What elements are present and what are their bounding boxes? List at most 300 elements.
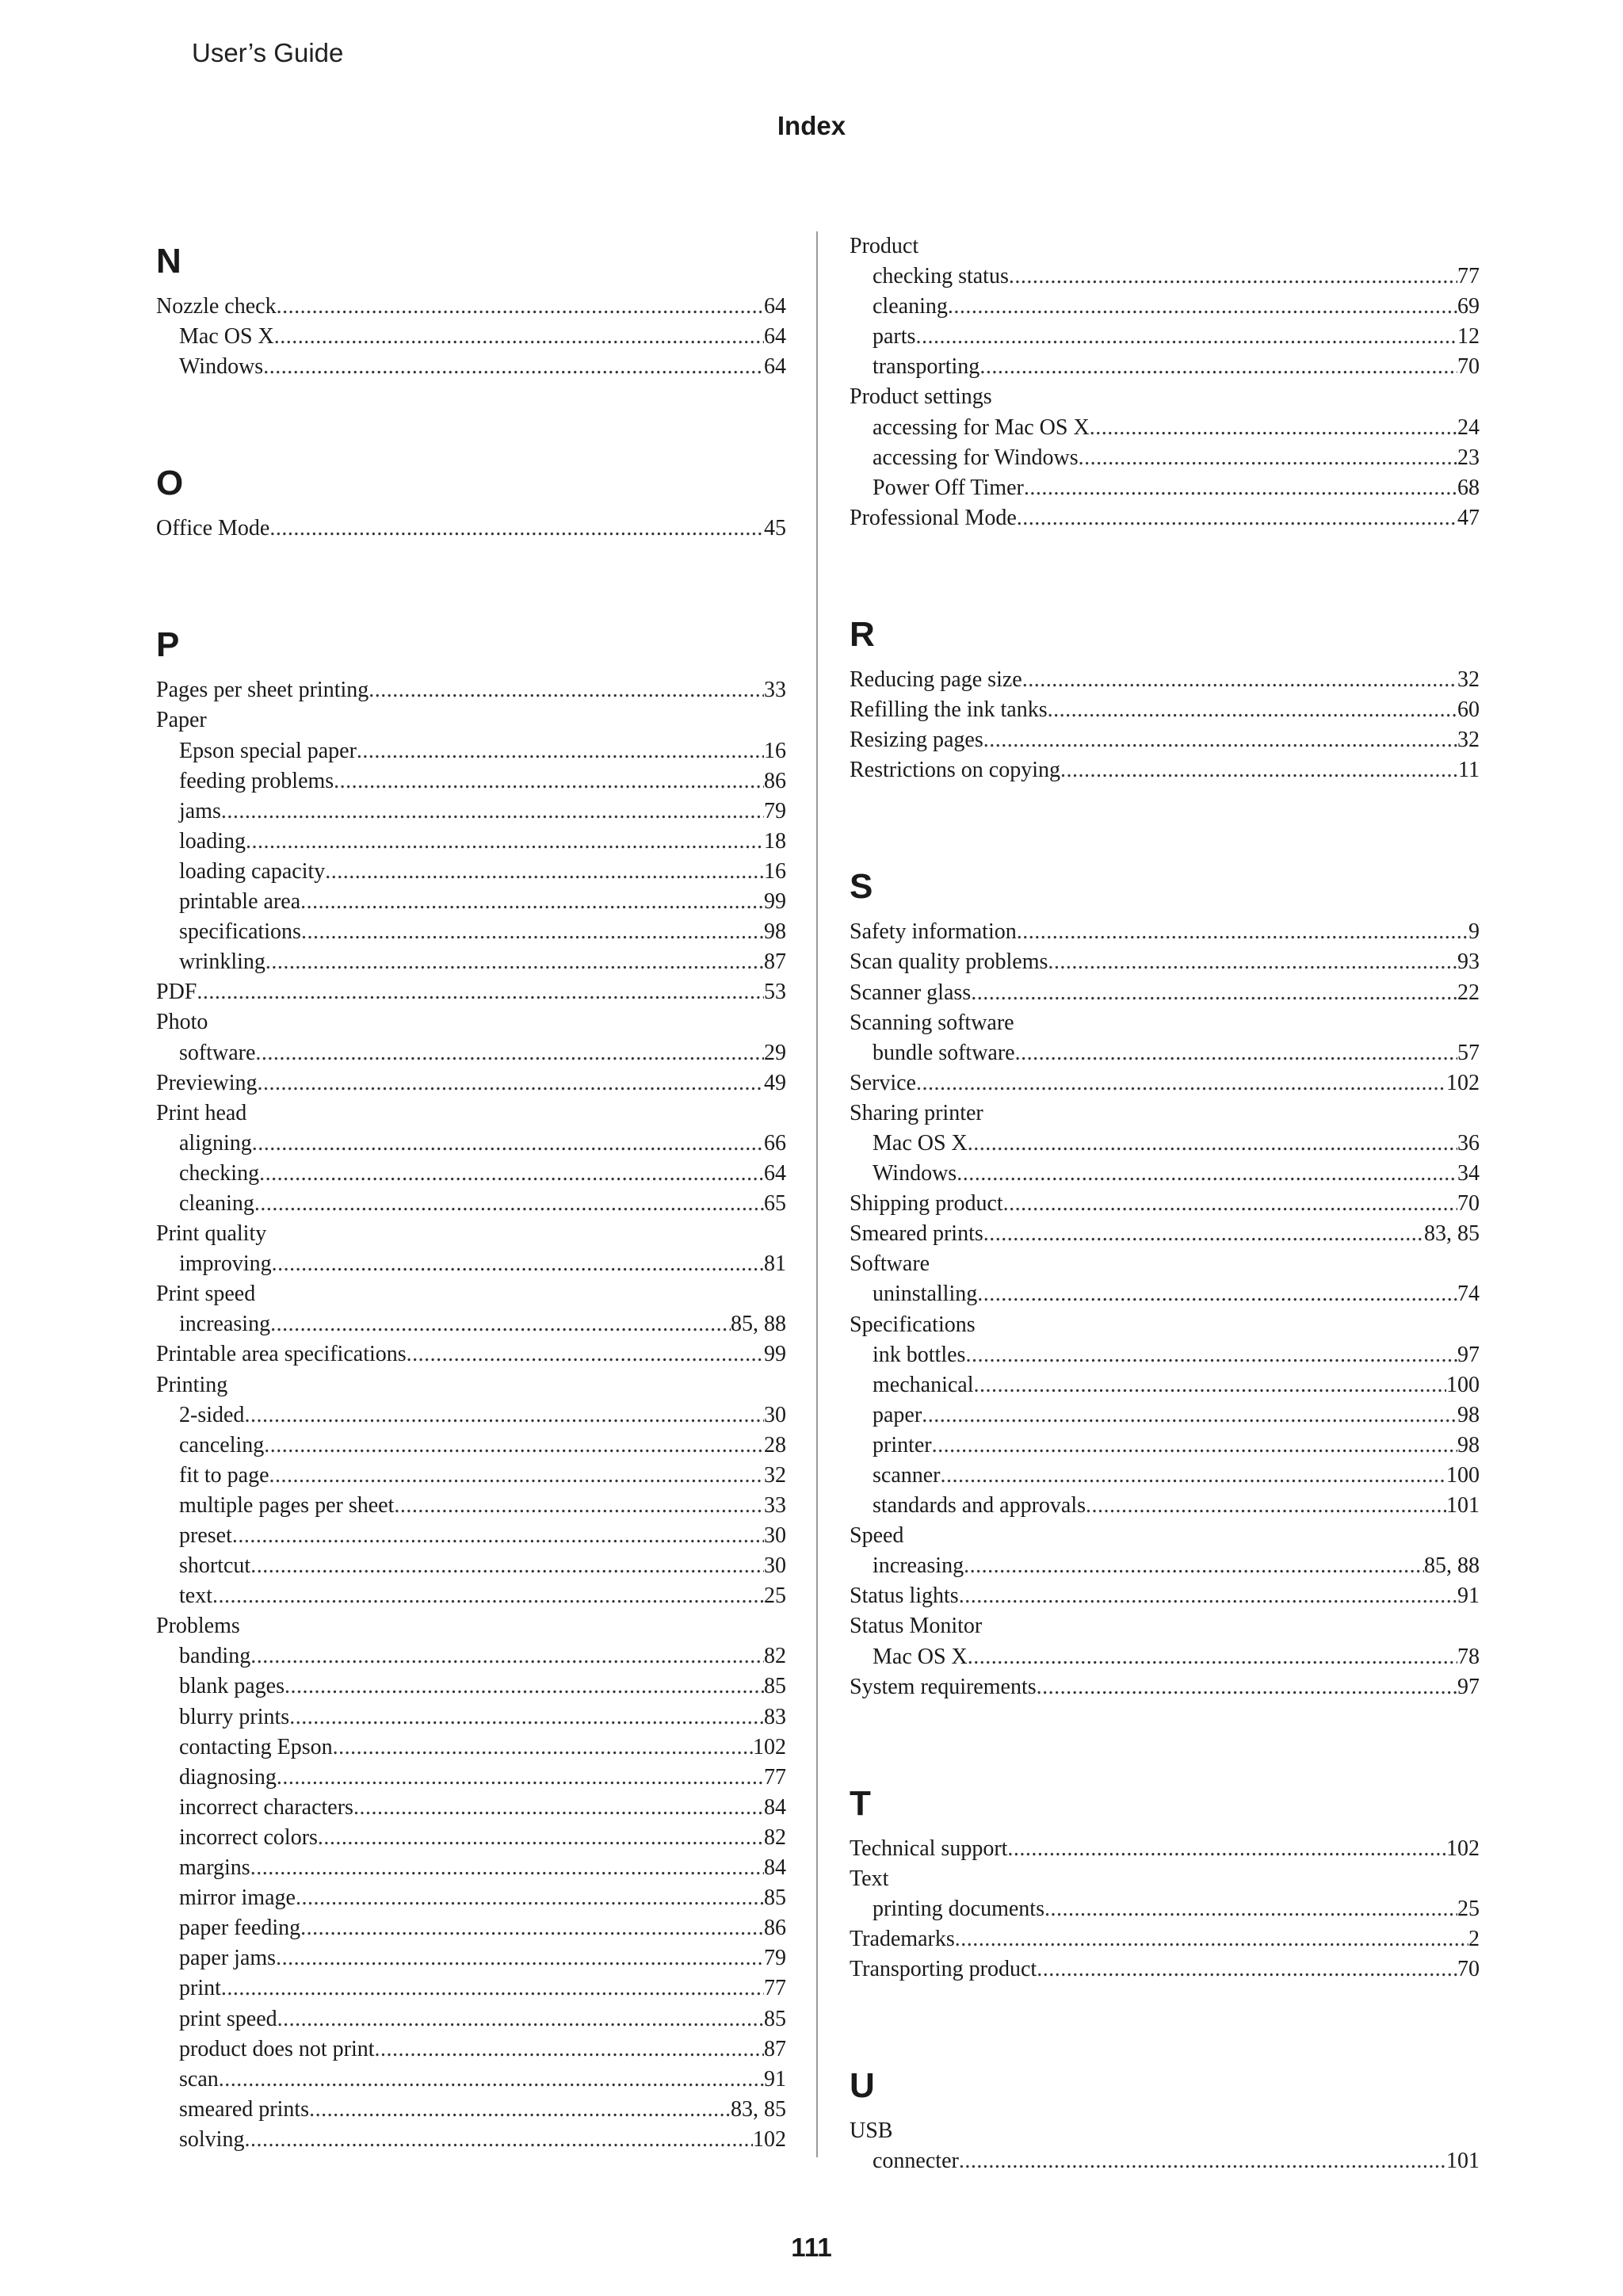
index-term: specifications	[179, 919, 301, 945]
index-subentry	[850, 1491, 1480, 1521]
index-subentry	[156, 1793, 786, 1823]
index-page-ref: 70	[1457, 1957, 1480, 1982]
index-page-ref: 49	[764, 1070, 786, 1095]
index-term: Service	[850, 1070, 916, 1095]
index-term: Smeared prints	[850, 1221, 983, 1247]
index-page-ref: 18	[764, 828, 786, 854]
index-term: mirror image	[179, 1885, 296, 1911]
index-subentry	[156, 1913, 786, 1943]
index-term: paper jams	[179, 1946, 277, 1971]
index-term: blank pages	[179, 1674, 285, 1699]
index-term: software	[179, 1040, 256, 1065]
index-term: Paper	[156, 708, 207, 733]
index-term: Status lights	[850, 1584, 959, 1609]
index-term: banding	[179, 1644, 251, 1669]
index-subentry	[850, 473, 1480, 503]
index-page-ref: 34	[1457, 1161, 1480, 1186]
index-term: Product settings	[850, 384, 992, 410]
dot-leader	[407, 1339, 764, 1370]
index-entry	[156, 1339, 786, 1370]
index-term: transporting	[873, 354, 980, 380]
index-letter-heading: P	[156, 625, 180, 665]
index-subentry	[156, 1671, 786, 1702]
index-subentry	[156, 1581, 786, 1611]
index-page-ref: 91	[764, 2066, 786, 2092]
index-entry	[850, 1068, 1480, 1098]
index-subentry	[156, 2034, 786, 2065]
dot-leader	[263, 352, 764, 382]
dot-leader	[968, 1129, 1457, 1159]
index-subentry	[850, 413, 1480, 443]
index-term: System requirements	[850, 1674, 1037, 1699]
index-term: Nozzle check	[156, 294, 277, 319]
index-page-ref: 101	[1446, 2149, 1480, 2174]
index-subentry	[850, 1340, 1480, 1370]
index-entry	[156, 292, 786, 322]
index-page-ref: 85	[764, 2006, 786, 2031]
dot-leader	[1017, 917, 1468, 947]
index-page-ref: 70	[1457, 354, 1480, 380]
index-entry	[850, 978, 1480, 1008]
index-subentry	[850, 1642, 1480, 1672]
index-term: mechanical	[873, 1372, 974, 1397]
index-subentry	[156, 1973, 786, 2004]
dot-leader	[1003, 1189, 1457, 1219]
index-term: wrinkling	[179, 949, 265, 975]
dot-leader	[221, 1973, 764, 2004]
index-page-ref: 78	[1457, 1644, 1480, 1669]
index-subentry	[850, 1894, 1480, 1924]
index-term: Office Mode	[156, 516, 270, 541]
index-term: bundle software	[873, 1040, 1015, 1065]
dot-leader	[1060, 755, 1458, 785]
index-entry	[850, 382, 1480, 412]
dot-leader	[272, 1249, 764, 1279]
index-page-ref: 102	[753, 1734, 786, 1759]
index-term: aligning	[179, 1130, 252, 1156]
dot-leader	[959, 1581, 1457, 1611]
index-entry	[850, 1581, 1480, 1611]
index-page-ref: 85, 88	[731, 1312, 786, 1337]
index-term: cleaning	[179, 1190, 254, 1216]
index-term: incorrect characters	[179, 1794, 353, 1820]
index-subentry	[156, 1733, 786, 1763]
index-letter-heading: N	[156, 242, 181, 281]
index-page-ref: 85	[764, 1674, 786, 1699]
index-term: Problems	[156, 1614, 240, 1639]
dot-leader	[1090, 413, 1457, 443]
index-subentry	[156, 797, 786, 827]
dot-leader	[250, 1551, 764, 1581]
index-term: Windows	[873, 1161, 957, 1186]
index-page-ref: 68	[1457, 475, 1480, 500]
index-term: Scanner glass	[850, 980, 972, 1005]
document-title: User’s Guide	[192, 38, 344, 67]
index-term: jams	[179, 798, 221, 823]
dot-leader	[274, 322, 764, 352]
dot-leader	[941, 1461, 1446, 1491]
dot-leader	[965, 1340, 1457, 1370]
index-letter-heading: T	[850, 1783, 871, 1823]
index-page-ref: 29	[764, 1040, 786, 1065]
index-page-ref: 97	[1457, 1674, 1480, 1699]
index-page-ref: 30	[764, 1553, 786, 1579]
dot-leader	[309, 2095, 731, 2125]
dot-leader	[1022, 665, 1457, 695]
dot-leader	[957, 1159, 1457, 1189]
index-page-ref: 24	[1457, 415, 1480, 440]
index-page-ref: 32	[1457, 667, 1480, 692]
index-term: diagnosing	[179, 1764, 277, 1790]
dot-leader	[277, 2004, 764, 2034]
index-page-ref: 65	[764, 1190, 786, 1216]
index-term: Resizing pages	[850, 728, 983, 753]
index-subentry	[850, 1370, 1480, 1400]
dot-leader	[1037, 1954, 1457, 1985]
index-page-ref: 98	[1457, 1432, 1480, 1457]
index-subentry	[156, 1431, 786, 1461]
index-term: checking status	[873, 264, 1009, 289]
index-term: accessing for Mac OS X	[873, 415, 1090, 440]
dot-leader	[334, 766, 764, 797]
index-term: Reducing page size	[850, 667, 1022, 692]
dot-leader	[357, 736, 764, 766]
index-subentry	[850, 443, 1480, 473]
index-term: incorrect colors	[179, 1824, 318, 1850]
dot-leader	[300, 887, 764, 917]
index-term: product does not print	[179, 2036, 375, 2061]
index-page-ref: 64	[764, 1160, 786, 1186]
index-page-ref: 82	[764, 1824, 786, 1850]
index-term: increasing	[873, 1553, 964, 1579]
index-entry	[850, 1098, 1480, 1129]
index-term: ink bottles	[873, 1342, 966, 1367]
index-entry	[156, 1007, 786, 1037]
index-term: Epson special paper	[179, 738, 357, 763]
index-term: Previewing	[156, 1070, 258, 1095]
index-term: canceling	[179, 1432, 265, 1457]
dot-leader	[1086, 1491, 1446, 1521]
dot-leader	[369, 675, 764, 705]
index-letter-group	[156, 615, 786, 2155]
index-page-ref: 84	[764, 1855, 786, 1881]
index-term: connecter	[873, 2149, 959, 2174]
index-subentry	[156, 2004, 786, 2034]
index-subentry	[850, 1038, 1480, 1068]
index-term: accessing for Windows	[873, 445, 1079, 470]
index-entry	[850, 917, 1480, 947]
index-entry	[850, 1611, 1480, 1641]
index-subentry	[850, 2146, 1480, 2176]
index-term: Restrictions on copying	[850, 758, 1060, 783]
dot-leader	[277, 292, 764, 322]
index-term: scanner	[873, 1463, 941, 1488]
index-term: Transporting product	[850, 1957, 1037, 1982]
index-subentry	[850, 1159, 1480, 1189]
dot-leader	[1017, 503, 1457, 533]
index-subentry	[156, 887, 786, 917]
index-term: Mac OS X	[873, 1130, 968, 1156]
dot-leader	[922, 1400, 1457, 1431]
index-subentry	[156, 1491, 786, 1521]
index-page-ref: 87	[764, 2036, 786, 2061]
index-subentry	[156, 736, 786, 766]
index-entry	[850, 231, 1480, 262]
index-entry	[850, 1219, 1480, 1249]
index-column-right	[850, 231, 1480, 2176]
index-term: Sharing printer	[850, 1100, 983, 1125]
index-page-ref: 83, 85	[731, 2096, 786, 2122]
index-term: solving	[179, 2126, 245, 2152]
dot-leader	[1015, 1038, 1457, 1068]
index-term: cleaning	[873, 294, 948, 319]
index-page-ref: 82	[764, 1644, 786, 1669]
index-term: Refilling the ink tanks	[850, 697, 1048, 723]
index-term: Mac OS X	[179, 324, 274, 350]
dot-leader	[246, 827, 764, 857]
dot-leader	[289, 1702, 764, 1733]
index-term: standards and approvals	[873, 1493, 1086, 1519]
dot-leader	[270, 1309, 731, 1339]
index-term: Print head	[156, 1100, 247, 1125]
dot-leader	[269, 1461, 764, 1491]
index-entry	[850, 1521, 1480, 1551]
dot-leader	[269, 514, 764, 544]
index-subentry	[156, 1521, 786, 1551]
index-term: Windows	[179, 354, 264, 380]
index-term: USB	[850, 2118, 893, 2144]
index-entry	[850, 1310, 1480, 1340]
index-term: print	[179, 1976, 221, 2001]
index-term: Scanning software	[850, 1010, 1014, 1035]
index-term: Technical support	[850, 1836, 1008, 1861]
index-page-ref: 99	[764, 1342, 786, 1367]
index-subentry	[156, 1400, 786, 1431]
index-subentry	[156, 1461, 786, 1491]
index-page-ref: 98	[1457, 1402, 1480, 1427]
dot-leader	[254, 1189, 764, 1219]
dot-leader	[258, 1068, 764, 1098]
index-entry	[850, 1249, 1480, 1279]
index-page-ref: 47	[1457, 505, 1480, 530]
index-letter-group	[156, 453, 786, 544]
index-page-ref: 77	[764, 1764, 786, 1790]
index-term: Status Monitor	[850, 1614, 983, 1639]
index-subentry	[850, 1129, 1480, 1159]
index-page-ref: 83	[764, 1704, 786, 1729]
dot-leader	[1048, 695, 1457, 725]
index-page-ref: 57	[1457, 1040, 1480, 1065]
index-term: Print speed	[156, 1282, 256, 1307]
index-subentry	[156, 2095, 786, 2125]
index-entry	[156, 1611, 786, 1641]
dot-leader	[916, 1068, 1446, 1098]
dot-leader	[325, 857, 764, 887]
index-subentry	[156, 1883, 786, 1913]
index-page-ref: 45	[764, 516, 786, 541]
index-term: shortcut	[179, 1553, 251, 1579]
index-subentry	[156, 1823, 786, 1853]
index-page-ref: 33	[764, 1492, 786, 1518]
index-page-ref: 30	[764, 1523, 786, 1548]
index-term: Safety information	[850, 919, 1017, 945]
index-term: Mac OS X	[873, 1644, 968, 1669]
index-page-ref: 84	[764, 1794, 786, 1820]
index-page-ref: 25	[1457, 1896, 1480, 1921]
index-subentry	[850, 1461, 1480, 1491]
index-subentry	[156, 1551, 786, 1581]
index-subentry	[156, 1853, 786, 1883]
dot-leader	[1037, 1672, 1457, 1702]
index-term: printing documents	[873, 1896, 1044, 1921]
index-term: multiple pages per sheet	[179, 1492, 395, 1518]
index-term: Shipping product	[850, 1191, 1003, 1217]
index-term: scan	[179, 2066, 219, 2092]
index-term: blurry prints	[179, 1704, 290, 1729]
index-entry	[850, 665, 1480, 695]
index-letter-group	[850, 1774, 1480, 1985]
index-page-ref: 79	[764, 798, 786, 823]
index-term: loading	[179, 828, 246, 854]
index-subentry	[156, 947, 786, 977]
index-entry	[156, 1370, 786, 1400]
index-term: Speed	[850, 1523, 904, 1549]
index-entry	[156, 1279, 786, 1309]
dot-leader	[250, 1641, 764, 1671]
index-subentry	[850, 1400, 1480, 1431]
dot-leader	[353, 1793, 764, 1823]
index-page-ref: 22	[1457, 980, 1480, 1005]
dot-leader	[296, 1883, 764, 1913]
dot-leader	[971, 978, 1457, 1008]
dot-leader	[221, 797, 764, 827]
index-subentry	[156, 1943, 786, 1973]
page-number: 111	[791, 2233, 832, 2262]
index-term: paper feeding	[179, 1916, 301, 1941]
index-page-ref: 86	[764, 768, 786, 793]
index-page-ref: 23	[1457, 445, 1480, 470]
section-title: Index	[777, 111, 846, 140]
index-term: smeared prints	[179, 2096, 310, 2122]
index-term: Printable area specifications	[156, 1342, 407, 1367]
index-term: parts	[873, 324, 916, 350]
dot-leader	[977, 1279, 1457, 1309]
index-term: Printing	[156, 1372, 228, 1397]
index-term: fit to page	[179, 1462, 269, 1488]
dot-leader	[265, 947, 764, 977]
dot-leader	[1007, 1834, 1446, 1864]
index-entry	[850, 695, 1480, 725]
index-term: margins	[179, 1855, 250, 1881]
index-page-ref: 64	[764, 324, 786, 350]
index-term: print speed	[179, 2006, 277, 2031]
index-page-ref: 60	[1457, 697, 1480, 723]
index-subentry	[156, 1038, 786, 1068]
index-letter-group	[850, 2056, 1480, 2176]
index-page-ref: 16	[764, 738, 786, 763]
dot-leader	[318, 1823, 764, 1853]
index-term: improving	[179, 1251, 272, 1277]
dot-leader	[1009, 262, 1457, 292]
index-subentry	[850, 352, 1480, 382]
index-letter-heading: S	[850, 867, 873, 907]
index-subentry	[156, 917, 786, 947]
index-term: uninstalling	[873, 1282, 978, 1307]
dot-leader	[959, 2146, 1446, 2176]
dot-leader	[232, 1521, 764, 1551]
index-entry	[850, 1008, 1480, 1038]
index-entry	[156, 977, 786, 1007]
dot-leader	[375, 2034, 764, 2065]
index-letter-heading: U	[850, 2066, 875, 2106]
index-letter-heading: O	[156, 464, 184, 503]
index-entry	[156, 514, 786, 544]
index-subentry	[156, 827, 786, 857]
index-page-ref: 66	[764, 1130, 786, 1156]
dot-leader	[915, 322, 1457, 352]
column-divider	[816, 231, 818, 2157]
dot-leader	[955, 1924, 1468, 1954]
index-subentry	[156, 322, 786, 352]
index-page-ref: 64	[764, 354, 786, 380]
index-term: feeding problems	[179, 768, 334, 793]
dot-leader	[980, 352, 1457, 382]
index-page-ref: 102	[1446, 1070, 1480, 1095]
index-subentry	[850, 262, 1480, 292]
dot-leader	[276, 1943, 764, 1973]
index-subentry	[850, 1431, 1480, 1461]
index-subentry	[156, 2125, 786, 2155]
index-letter-heading: R	[850, 614, 875, 654]
dot-leader	[285, 1671, 764, 1702]
index-entry	[850, 1924, 1480, 1954]
dot-leader	[1024, 473, 1457, 503]
dot-leader	[264, 1431, 764, 1461]
index-page-ref: 100	[1446, 1372, 1480, 1397]
index-page-ref: 28	[764, 1432, 786, 1457]
index-page-ref: 83, 85	[1424, 1221, 1480, 1247]
index-subentry	[156, 2065, 786, 2095]
index-page-ref: 91	[1457, 1584, 1480, 1609]
dot-leader	[932, 1431, 1457, 1461]
index-page-ref: 97	[1457, 1342, 1480, 1367]
index-term: paper	[873, 1402, 922, 1427]
index-subentry	[156, 1189, 786, 1219]
dot-leader	[259, 1159, 764, 1189]
index-page-ref: 102	[753, 2126, 786, 2152]
index-entry	[850, 1834, 1480, 1864]
index-page-ref: 33	[764, 678, 786, 703]
index-term: Text	[850, 1866, 889, 1891]
index-entry	[850, 755, 1480, 785]
index-letter-group	[850, 231, 1480, 533]
index-page-ref: 32	[1457, 728, 1480, 753]
dot-leader	[252, 1129, 764, 1159]
index-subentry	[156, 1249, 786, 1279]
index-subentry	[156, 1129, 786, 1159]
index-subentry	[850, 1279, 1480, 1309]
dot-leader	[333, 1733, 753, 1763]
index-page-ref: 64	[764, 294, 786, 319]
index-page-ref: 93	[1457, 949, 1480, 975]
index-subentry	[850, 292, 1480, 322]
index-page-ref: 85, 88	[1424, 1553, 1480, 1579]
dot-leader	[277, 1763, 764, 1793]
index-letter-group	[156, 231, 786, 382]
index-page-ref: 70	[1457, 1191, 1480, 1217]
dot-leader	[1044, 1894, 1457, 1924]
dot-leader	[394, 1491, 764, 1521]
